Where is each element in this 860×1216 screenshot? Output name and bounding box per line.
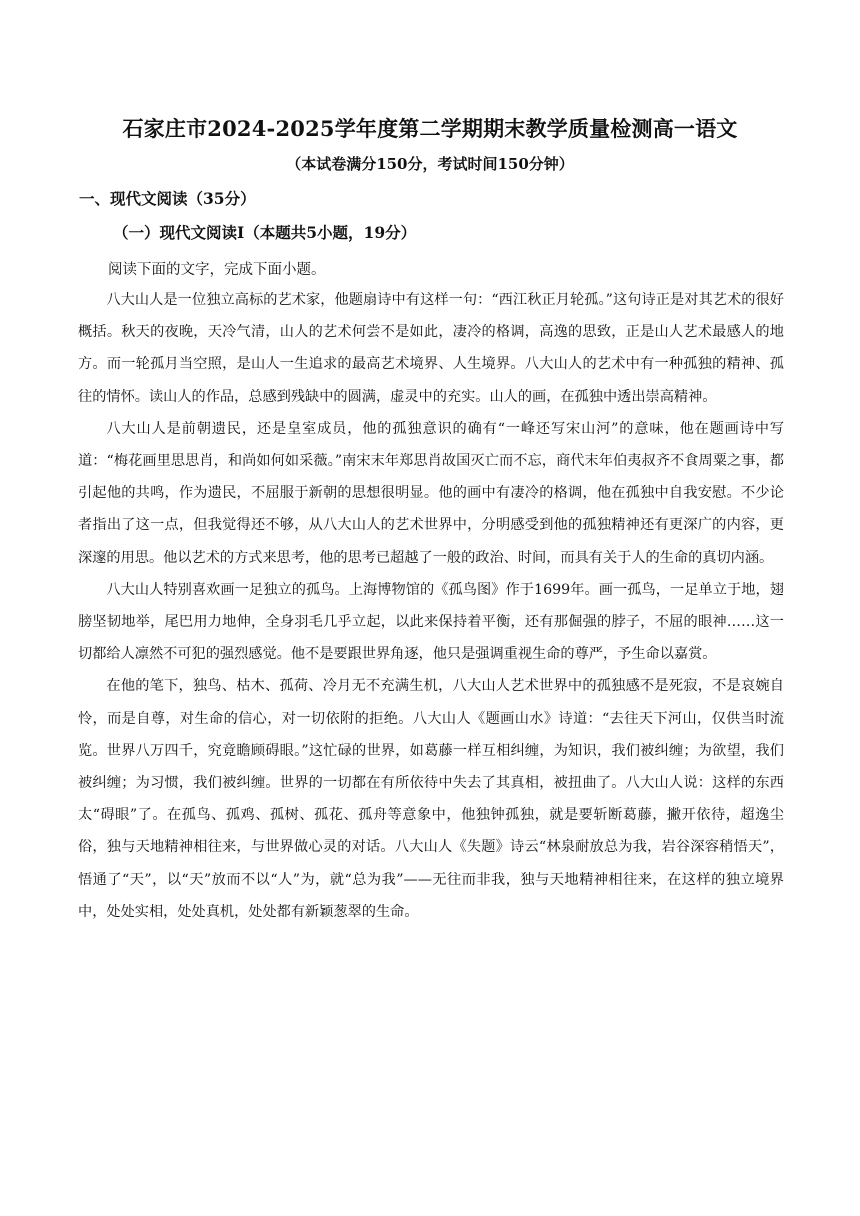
reading-instruction: 阅读下面的文字，完成下面小题。 xyxy=(108,262,326,278)
exam-subtitle: （本试卷满分150分，考试时间150分钟） xyxy=(286,155,574,173)
passage-paragraph: 八大山人特别喜欢画一足独立的孤鸟。上海博物馆的《孤鸟图》作于1699年。画一孤鸟，一足单立于地，翅膀坚韧地举，尾巴用力地伸，全身羽毛几乎立起，以此来保持着平衡，还有那倔强的脖子，不屈的眼神……这一切都给人凛然不可犯的强烈感觉。他不是要跟世界角逐，他只是强调重视生命的尊严，予生命以嘉赏。 xyxy=(78,581,784,663)
passage-paragraph: 在他的笔下，独鸟、枯木、孤荷、冷月无不充满生机，八大山人艺术世界中的孤独感不是死寂，不是哀婉自怜，而是自尊，对生命的信心，对一切依附的拒绝。八大山人《题画山水》诗道：“去往天下河山，仅供当时流览。世界八万四千，究竟瞻顾碍眼。”这忙碌的世界，如葛藤一样互相纠缠，为知识，我们被纠缠；为欲望，我们被纠缠；为习惯，我们被纠缠。世界的一切都在有所依待中失去了其真相，被扭曲了。八大山人说：这样的东西太“碍眼”了。在孤鸟、孤鸡、孤树、孤花、孤舟等意象中，他独钟孤独，就是要斩断葛藤，撇开依待，超逸尘俗，独与天地精神相往来，与世界做心灵的对话。八大山人《失题》诗云“林泉耐放总为我，岩谷深容稍悟天”，悟通了“天”，以“天”放而不以“人”为，就“总为我”——无往而非我，独与天地精神相往来，在这样的独立境界中，处处实相，处处真机，处处都有新颖葱翠的生命。 xyxy=(78,678,784,920)
passage-paragraph: 八大山人是前朝遗民，还是皇室成员，他的孤独意识的确有“一峰还写宋山河”的意味，他在题画诗中写道：“梅花画里思思肖，和尚如何如采薇。”南宋末年郑思肖故国灭亡而不忘，商代末年伯夷叔齐不食周粟之事，都引起他的共鸣，作为遗民，不屈服于新朝的思想很明显。他的画中有凄冷的格调，他在孤独中自我安慰。不少论者指出了这一点，但我觉得还不够，从八大山人的艺术世界中，分明感受到他的孤独精神还有更深广的内容，更深邃的用思。他以艺术的方式来思考，他的思考已超越了一般的政治、时间，而具有关于人的生命的真切内涵。 xyxy=(78,420,784,566)
passage-body xyxy=(78,284,784,928)
subsection-heading: （一）现代文阅读Ⅰ（本题共5小题，19分） xyxy=(113,223,417,242)
page-title: 石家庄市2024-2025学年度第二学期期末教学质量检测高一语文 xyxy=(122,116,738,141)
section-heading: 一、现代文阅读（35分） xyxy=(79,189,256,208)
passage-paragraph: 八大山人是一位独立高标的艺术家，他题扇诗中有这样一句：“西江秋正月轮孤。”这句诗正是对其艺术的很好概括。秋天的夜晚，天冷气清，山人的艺术何尝不是如此，凄冷的格调，高逸的思致，正是山人艺术最感人的地方。而一轮孤月当空照，是山人一生追求的最高艺术境界、人生境界。八大山人的艺术中有一种孤独的精神、孤往的情怀。读山人的作品，总感到残缺中的圆满，虚灵中的充实。山人的画，在孤独中透出崇高精神。 xyxy=(78,292,784,405)
